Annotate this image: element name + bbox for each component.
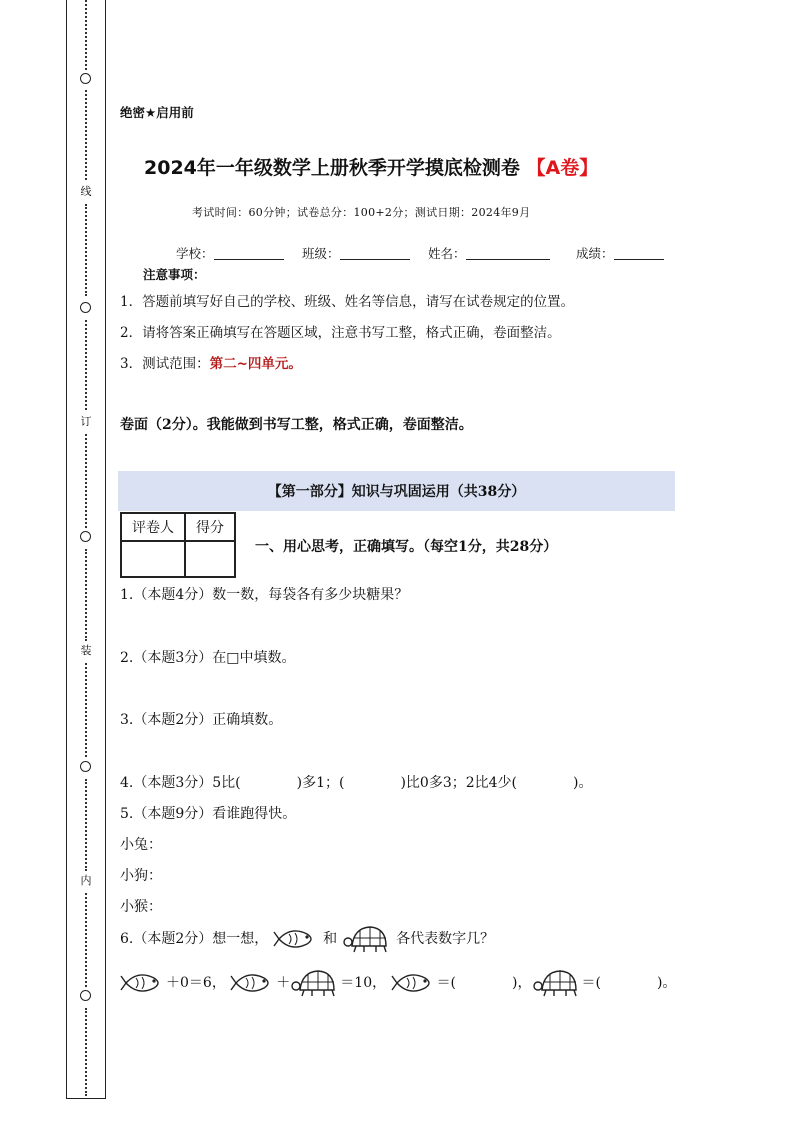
binding-dots [85, 1008, 89, 1096]
monkey-line: 小猴： [120, 899, 162, 915]
title-tag: 【A卷】 [526, 157, 599, 179]
equation-1: ＋0＝6， [166, 975, 226, 991]
school-field[interactable] [176, 244, 284, 262]
note-item: 2．请将答案正确填写在答题区域，注意书写工整，格式正确，卷面整洁。 [120, 325, 561, 341]
school-label: 学校： [176, 246, 214, 261]
q6-and: 和 [323, 931, 338, 947]
note-item [120, 352, 302, 372]
fish-icon [230, 966, 276, 1000]
binding-dots [85, 204, 89, 296]
question-6 [120, 922, 494, 956]
name-label: 姓名： [428, 246, 466, 261]
note-item: 1．答题前填写好自己的学校、班级、姓名等信息，请写在试卷规定的位置。 [120, 294, 575, 310]
binding-mark: 装 [80, 644, 92, 657]
name-field[interactable] [428, 244, 550, 262]
binding-mark: 内 [80, 874, 92, 887]
question-1: 1.（本题4分）数一数，每袋各有多少块糖果？ [120, 587, 409, 603]
section1-heading: 一、用心思考，正确填写。（每空1分，共28分） [255, 539, 558, 555]
question-5: 5.（本题9分）看谁跑得快。 [120, 806, 297, 822]
binding-dots [85, 434, 89, 528]
title-text: 2024年一年级数学上册秋季开学摸底检测卷 [144, 157, 520, 179]
turtle-icon [342, 922, 392, 956]
fish-icon [273, 922, 319, 956]
binding-circle [80, 990, 91, 1001]
test-range: 第二~四单元。 [209, 356, 302, 372]
binding-dots [85, 663, 89, 757]
neatness-statement: 卷面（2分）。我能做到书写工整，格式正确，卷面整洁。 [120, 417, 473, 433]
equation-3: ＝( )， [436, 975, 532, 991]
part1-heading [118, 471, 675, 511]
score-cell[interactable] [185, 541, 235, 577]
binding-mark: 订 [80, 415, 92, 428]
note-item-prefix: 3．测试范围： [120, 356, 210, 372]
reviewer-header: 评卷人 [121, 513, 185, 541]
binding-dots [85, 90, 89, 180]
exam-meta: 考试时间：60分钟；试卷总分：100+2分；测试日期：2024年9月 [192, 206, 531, 219]
binding-circle [80, 531, 91, 542]
turtle-icon [532, 966, 582, 1000]
name-blank[interactable] [466, 245, 550, 260]
binding-dots [85, 549, 89, 641]
question-2: 2.（本题3分）在□中填数。 [120, 650, 296, 666]
score-header: 得分 [185, 513, 235, 541]
question-4: 4.（本题3分）5比( )多1；( )比0多3；2比4少( )。 [120, 775, 593, 791]
binding-mark: 线 [80, 185, 92, 198]
binding-dots [85, 893, 89, 987]
notes-heading: 注意事项： [143, 267, 206, 282]
binding-dots [85, 779, 89, 871]
school-blank[interactable] [214, 245, 284, 260]
equation-2-rest: ＝10， [340, 975, 387, 991]
binding-dots [85, 320, 89, 410]
turtle-icon [290, 966, 340, 1000]
question-3: 3.（本题2分）正确填数。 [120, 712, 283, 728]
score-blank[interactable] [614, 245, 664, 260]
binding-circle [80, 302, 91, 313]
page-title [144, 153, 598, 180]
dog-line: 小狗： [120, 868, 162, 884]
binding-circle [80, 73, 91, 84]
rabbit-line: 小兔： [120, 837, 162, 853]
q6-equations [120, 966, 676, 1000]
class-label: 班级： [302, 246, 340, 261]
score-table [120, 512, 236, 578]
part1-heading-text: 【第一部分】知识与巩固运用（共38分） [267, 484, 526, 500]
fish-icon [120, 966, 166, 1000]
binding-dots [85, 0, 89, 70]
equation-4: ＝( )。 [581, 975, 677, 991]
equation-2-plus: ＋ [276, 975, 291, 991]
class-blank[interactable] [340, 245, 410, 260]
score-field[interactable] [576, 244, 664, 262]
confidential-label: 绝密★启用前 [120, 105, 194, 120]
q6-prefix: 6.（本题2分）想一想， [120, 931, 269, 947]
fish-icon [391, 966, 437, 1000]
class-field[interactable] [302, 244, 410, 262]
reviewer-cell[interactable] [121, 541, 185, 577]
score-label: 成绩： [576, 246, 614, 261]
binding-circle [80, 761, 91, 772]
q6-suffix: 各代表数字几？ [396, 931, 495, 947]
